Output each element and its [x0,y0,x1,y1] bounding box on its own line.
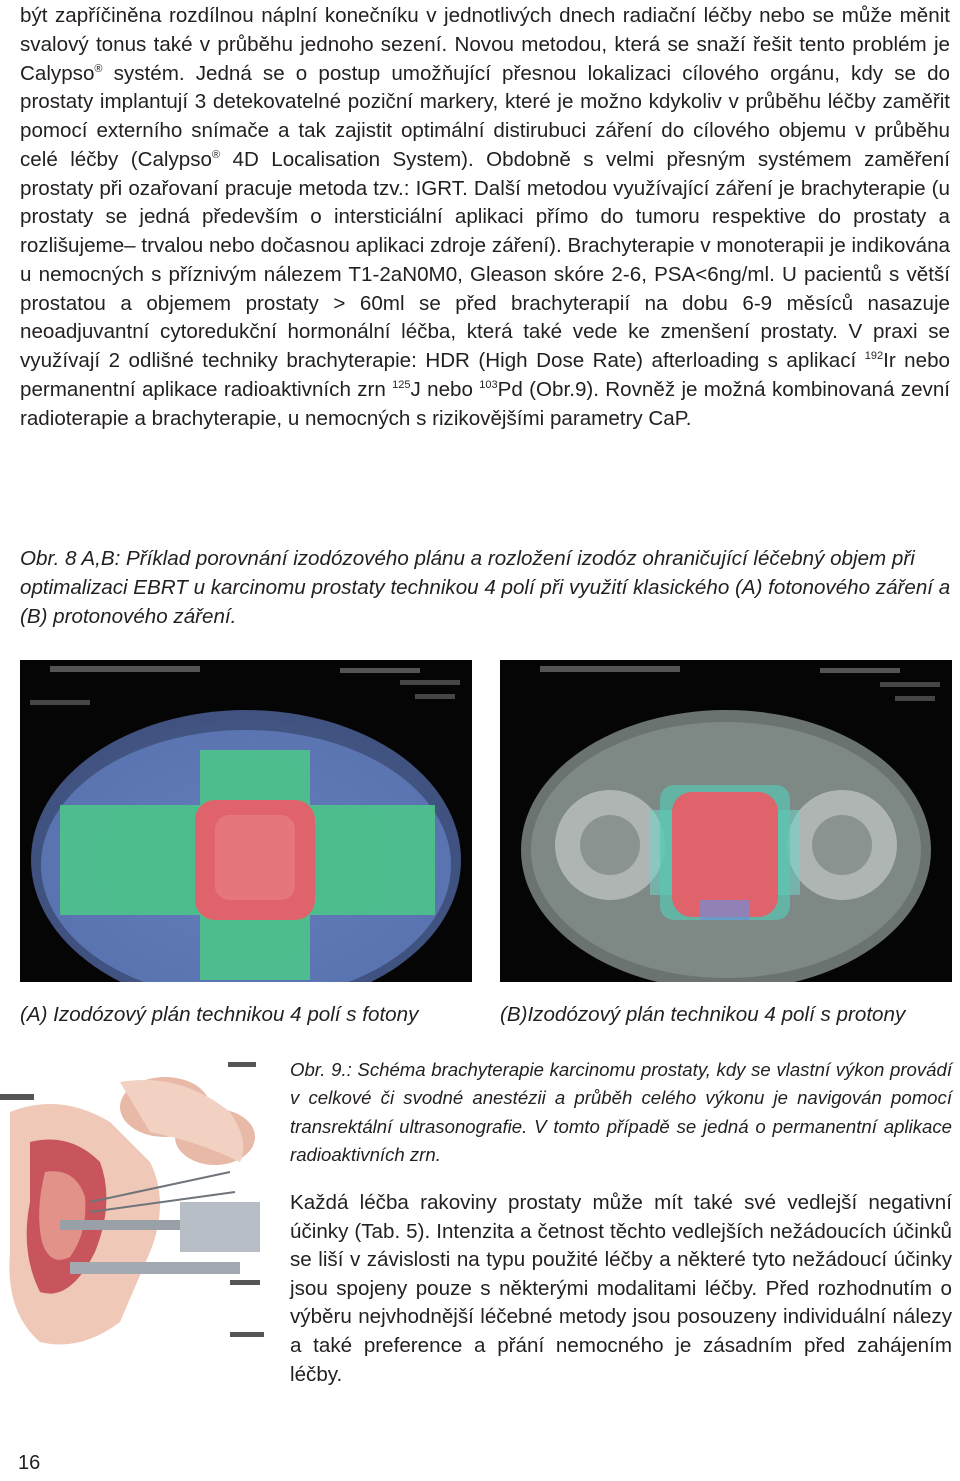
figure-9-caption: Obr. 9.: Schéma brachyterapie karcinomu prostaty, kdy se vlastní výkon provádí v celkové či svodné anestézii a průběh celého výkonu je navigován pomocí transrektální ultrasonografie. V tomto případě se jedná o permanentní aplikace radioaktivních zrn. [290,1059,952,1165]
body-paragraph-2: Každá léčba rakoviny prostaty může mít také své vedlejší negativní účinky (Tab. 5). Intenzita a četnost těchto vedlejších nežádoucích účinků se liší v závislosti na typu použité léčby a některé tyto nežádoucí účinky jsou spojeny pouze s některými modalitami léčby. Před rozhodnutím o výběru nejvhodnější léčebné metody jsou posouzeny individuální nálezy a také preference a přání nemocného je zásadním před zahájením léčby. [290,1191,952,1386]
body-paragraph: být zapříčiněna rozdílnou náplní konečníku v jednotlivých dnech radiační léčby nebo se může měnit svalový tonus také v průběhu jednoho sezení. Novou metodou, která se snaží řešit tento problém je Calypso® systém. Jedná se o postup umožňující přesnou lokalizaci cílového orgánu, kdy se do prostaty implantují 3 detekovatelné poziční markery, které je možno kdykoliv v průběhu léčby zaměřit pomocí externího snímače a tak zajistit optimální distirubuci záření do cílového objemu v průběhu celé léčby (Calypso® 4D Localisation System). Obdobně s velmi přesným systémem zaměření prostaty při ozařovaní pracuje metoda tzv.: IGRT. Další metodou využívající záření je brachyterapie (u prostaty se jedná především o intersticiální aplikaci přímo do tumoru respektive do prostaty a rozlišujeme– trvalou nebo dočasnou aplikaci zdroje záření). Brachyterapie v monoterapii je indikována u nemocných s příznivým nálezem T1-2aN0M0, Gleason skóre 2-6, PSA<6ng/ml. U pacientů s větší prostatou a objemem prostaty > 60ml se před brachyterapií na dobu 6-9 měsíců nasazuje neoadjuvantní cytoredukční hormonální léčba, která také vede ke zmenšení prostaty. V praxi se využívají 2 odlišné techniky brachyterapie: HDR (High Dose Rate) afterloading s aplikací $^{192}$Ir nebo permanentní aplikace radioaktivních zrn $^{125}$J nebo $^{103}$Pd (Obr.9). Rovněž je možná kombinovaná zevní radioterapie a brachyterapie, u nemocných s rizikovějšími parametry CaP. [20,4,950,430]
figure-8-caption: Obr. 8 A,B: Příklad porovnání izodózového plánu a rozložení izodóz ohraničující léčebný objem při optimalizaci EBRT u karcinomu prostaty technikou 4 polí při využití klasického (A) fotonového záření a (B) protonového záření. [20,547,951,628]
figure-8a-caption: (A) Izodózový plán technikou 4 polí s fotony [20,1003,419,1026]
ct-scan-proton-plan [500,660,952,982]
page-number: 16 [18,1452,41,1474]
brachytherapy-diagram [0,1052,272,1374]
figure-8b-caption: (B)Izodózový plán technikou 4 polí s protony [500,1003,906,1026]
ct-scan-photon-plan [20,660,472,982]
